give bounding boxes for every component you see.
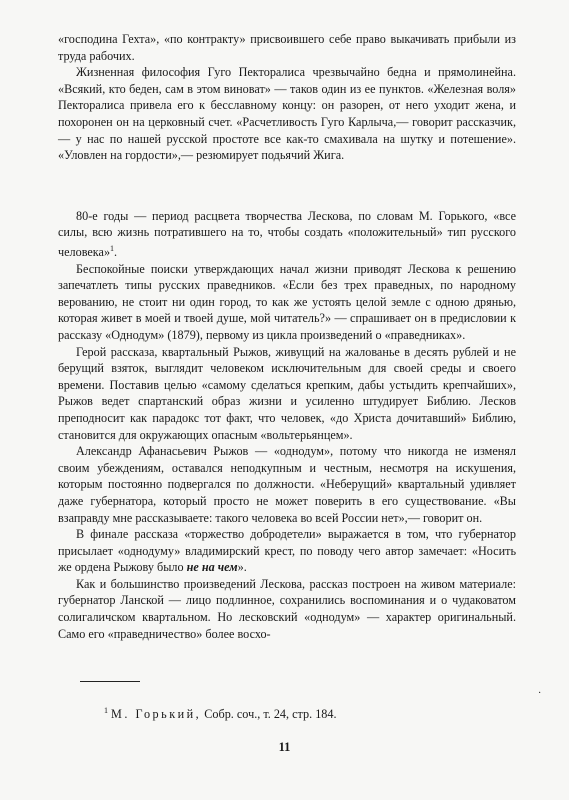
page-number: 11 bbox=[278, 740, 291, 754]
paragraph-7-end: ». bbox=[237, 560, 247, 575]
footnote-source: Собр. соч., т. 24, стр. 184. bbox=[204, 707, 337, 722]
footnote-ref[interactable]: 1 bbox=[110, 243, 115, 253]
paragraph-6: Александр Афанасьевич Рыжов — «однодум», потому что никогда не изменял своим убеждениям, оставался неподкупным и честным, несмотря на искушения, которым постоянно подвергался по должности. «Неберущий» квартальный удивляет даже губернатора, который просто не может поверить в его существование. «Вы взаправду мне рассказываете: такого человека во всей России нет»,— говорит он. bbox=[58, 444, 516, 525]
paragraph-4: Беспокойные поиски утверждающих начал жизни приводят Лескова к решению запечатлеть типы русских праведников. «Если без трех праведных, по народному верованию, не стоит ни один город, то как же устоять целой земле с одною дрянью, которая живет в моей и твоей душе, мой читатель?» — спрашивает он в предисловии к рассказу «Однодум» (1879), первому из цикла произведений о «праведниках». bbox=[58, 261, 516, 342]
footnote-number: 1 bbox=[104, 706, 108, 715]
paragraph-7-emphasis: не на чем bbox=[186, 560, 238, 575]
paragraph-7-text: В финале рассказа «торжество добродетели» выражается в том, что губернатор присылает «однодуму» владимирский крест, по поводу чего автор замечает: «Носить же ордена Рыжову было bbox=[58, 527, 516, 575]
margin-mark: · bbox=[538, 688, 542, 699]
paragraph-5: Герой рассказа, квартальный Рыжов, живущий на жалованье в десять рублей и не берущий взяток, выглядит человеком исключительным для своей среды и своего времени. Поставив целью «самому сделаться крепким, дабы устыдить крепчайших», Рыжов ведет спартанский образ жизни и усиленно штудирует Библию. Лесков преподносит как парадокс тот факт, что человек, «до Христа дочитавший» Библию, становится для окружающих опасным «вольтерьянцем». bbox=[58, 344, 516, 442]
footnote-divider bbox=[80, 681, 140, 682]
footnote-author: М. Горький, bbox=[111, 707, 202, 722]
section-gap bbox=[58, 164, 516, 208]
paragraph-7 bbox=[58, 526, 516, 576]
paragraph-2: Жизненная философия Гуго Пекторалиса чрезвычайно бедна и прямолинейна. «Всякий, кто беден, сам в этом виноват» — таков один из ее пунктов. «Железная воля» Пекторалиса привела его к бесславному концу: он разорен, от него уходит жена, и похоронен он на церковный счет. «Расчетливость Гуго Карлыча,— говорит рассказчик,— у нас по нашей русской простоте все как-то смахивала на шутку и потешение». «Уловлен на гордости»,— резюмирует подьячий Жига. bbox=[58, 65, 516, 163]
footnote bbox=[104, 703, 337, 722]
paragraph-3-text: 80-е годы — период расцвета творчества Лескова, по словам М. Горького, «все силы, всю жизнь потратившего на то, чтобы создать «положительный» тип русского человека» bbox=[58, 208, 516, 259]
paragraph-3: 80-е годы — период расцвета творчества Лескова, по словам М. Горького, «все силы, всю жизнь потратившего на то, чтобы создать «положительный» тип русского человека»$^1$. bbox=[58, 208, 516, 259]
page-body bbox=[58, 31, 516, 642]
paragraph-8: Как и большинство произведений Лескова, рассказ построен на живом материале: губернатор Ланской — лицо подлинное, сохранились воспоминания и о чудаковатом солигаличском квартальном. Но лесковский «однодум» — характер оригинальный. Само его «праведничество» более восхо- bbox=[58, 576, 516, 641]
paragraph-1: «господина Гехта», «по контракту» присвоившего себе право выкачивать прибыли из труда рабочих. bbox=[58, 32, 516, 63]
